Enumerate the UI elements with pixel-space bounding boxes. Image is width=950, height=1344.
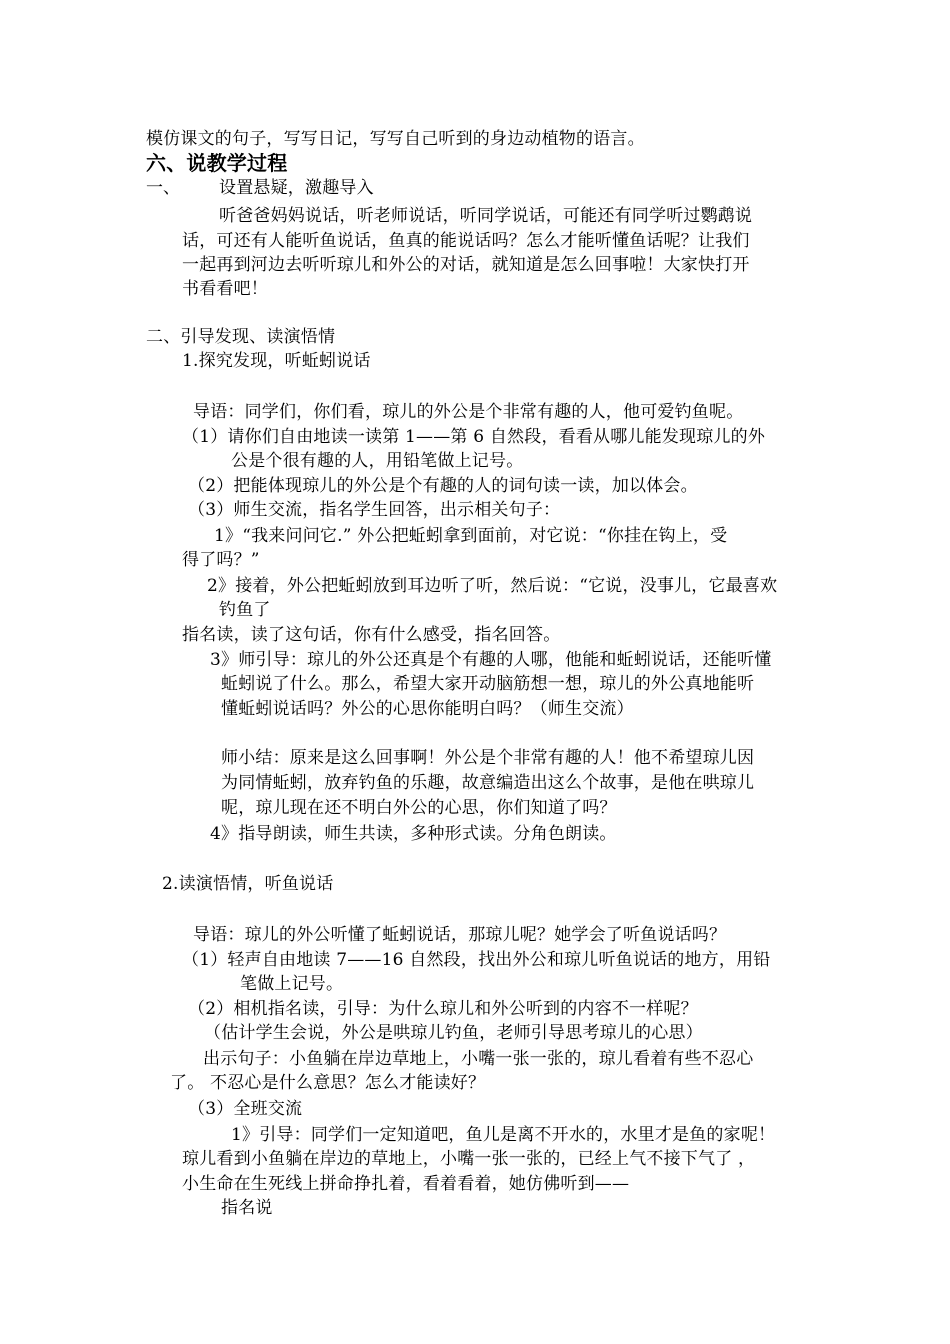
sub1-lead: 导语：同学们，你们看，琼儿的外公是个非常有趣的人，他可爱钓鱼呢。 — [193, 402, 744, 422]
sub1-question-1: 公是个很有趣的人，用铅笔做上记号。 — [231, 451, 524, 471]
sub1-summary: 为同情蚯蚓，放弃钓鱼的乐趣，故意编造出这么个故事，是他在哄琼儿 — [221, 773, 755, 793]
sub1-item-1: 1》“我来问问它.” 外公把蚯蚓拿到面前，对它说：“你挂在钩上，受 — [214, 526, 728, 546]
sub1-summary: 师小结：原来是这么回事啊！外公是个非常有趣的人！他不希望琼儿因 — [221, 748, 755, 768]
sub2-question-3: （3）全班交流 — [188, 1099, 303, 1119]
sub1-item-2: 2》接着，外公把蚯蚓放到耳边听了听，然后说：“它说，没事儿，它最喜欢 — [207, 576, 778, 596]
section2-title: 二、引导发现、读演悟情 — [146, 327, 336, 347]
section1-title: 设置悬疑，激趣导入 — [219, 178, 374, 198]
sub1-item-2: 钓鱼了 — [219, 600, 271, 620]
sub2-question-1: （1）轻声自由地读 7——16 自然段，找出外公和琼儿听鱼说话的地方，用铅 — [182, 950, 771, 970]
sub1-question-3: （3）师生交流，指名学生回答，出示相关句子： — [188, 500, 561, 520]
sub1-item-3: 懂蚯蚓说话吗？外公的心思你能明白吗？（师生交流） — [221, 699, 634, 719]
section1-number: 一、 — [146, 178, 180, 198]
sub2-item-1-end: 指名说 — [221, 1198, 273, 1218]
sub2-lead: 导语：琼儿的外公听懂了蚯蚓说话，那琼儿呢？她学会了听鱼说话吗？ — [193, 925, 727, 945]
sub2-item-1: 琼儿看到小鱼躺在岸边的草地上，小嘴一张一张的，已经上气不接下气了 ， — [182, 1149, 756, 1169]
section1-para-line: 一起再到河边去听听琼儿和外公的对话，就知道是怎么回事啦！大家快打开 — [182, 255, 750, 275]
sub1-item-1: 得了吗？” — [182, 550, 260, 570]
sub1-item-4: 4》指导朗读，师生共读，多种形式读。分角色朗读。 — [210, 824, 617, 844]
section-heading: 六、说教学过程 — [146, 151, 288, 175]
sub1-item-3: 蚯蚓说了什么。那么，希望大家开动脑筋想一想，琼儿的外公真地能听 — [221, 674, 755, 694]
section1-para-line: 话，可还有人能听鱼说话，鱼真的能说话吗？怎么才能听懂鱼话呢？让我们 — [182, 231, 750, 251]
sub2-question-2: （2）相机指名读，引导：为什么琼儿和外公听到的内容不一样呢？ — [188, 999, 698, 1019]
sub1-question-1: （1）请你们自由地读一读第 1——第 6 自然段，看看从哪儿能发现琼儿的外 — [182, 427, 766, 447]
intro-line: 模仿课文的句子，写写日记，写写自己听到的身边动植物的语言。 — [146, 129, 645, 149]
subsection1-title: 1.探究发现，听蚯蚓说话 — [182, 351, 371, 371]
section1-para-line: 书看看吧！ — [182, 279, 268, 299]
sub2-shown-sentence: 了。 不忍心是什么意思？怎么才能读好？ — [170, 1073, 486, 1093]
sub2-question-2-note: （估计学生会说，外公是哄琼儿钓鱼，老师引导思考琼儿的心思） — [204, 1023, 703, 1043]
sub1-item-2-followup: 指名读，读了这句话，你有什么感受，指名回答。 — [182, 625, 561, 645]
sub2-item-1: 小生命在生死线上拼命挣扎着，看着看着，她仿佛听到—— — [182, 1174, 630, 1194]
sub2-shown-sentence: 出示句子：小鱼躺在岸边草地上，小嘴一张一张的，琼儿看着有些不忍心 — [203, 1049, 754, 1069]
sub1-summary: 呢，琼儿现在还不明白外公的心思，你们知道了吗？ — [221, 798, 617, 818]
sub2-question-1: 笔做上记号。 — [240, 974, 344, 994]
sub2-item-1: 1》引导：同学们一定知道吧，鱼儿是离不开水的，水里才是鱼的家呢！ — [231, 1125, 776, 1145]
sub1-question-2: （2）把能体现琼儿的外公是个有趣的人的词句读一读，加以体会。 — [188, 476, 698, 496]
section1-para-line: 听爸爸妈妈说话，听老师说话，听同学说话，可能还有同学听过鹦鹉说 — [219, 206, 753, 226]
subsection2-title: 2.读演悟情，听鱼说话 — [162, 874, 334, 894]
sub1-item-3: 3》师引导：琼儿的外公还真是个有趣的人哪，他能和蚯蚓说话，还能听懂 — [210, 650, 772, 670]
